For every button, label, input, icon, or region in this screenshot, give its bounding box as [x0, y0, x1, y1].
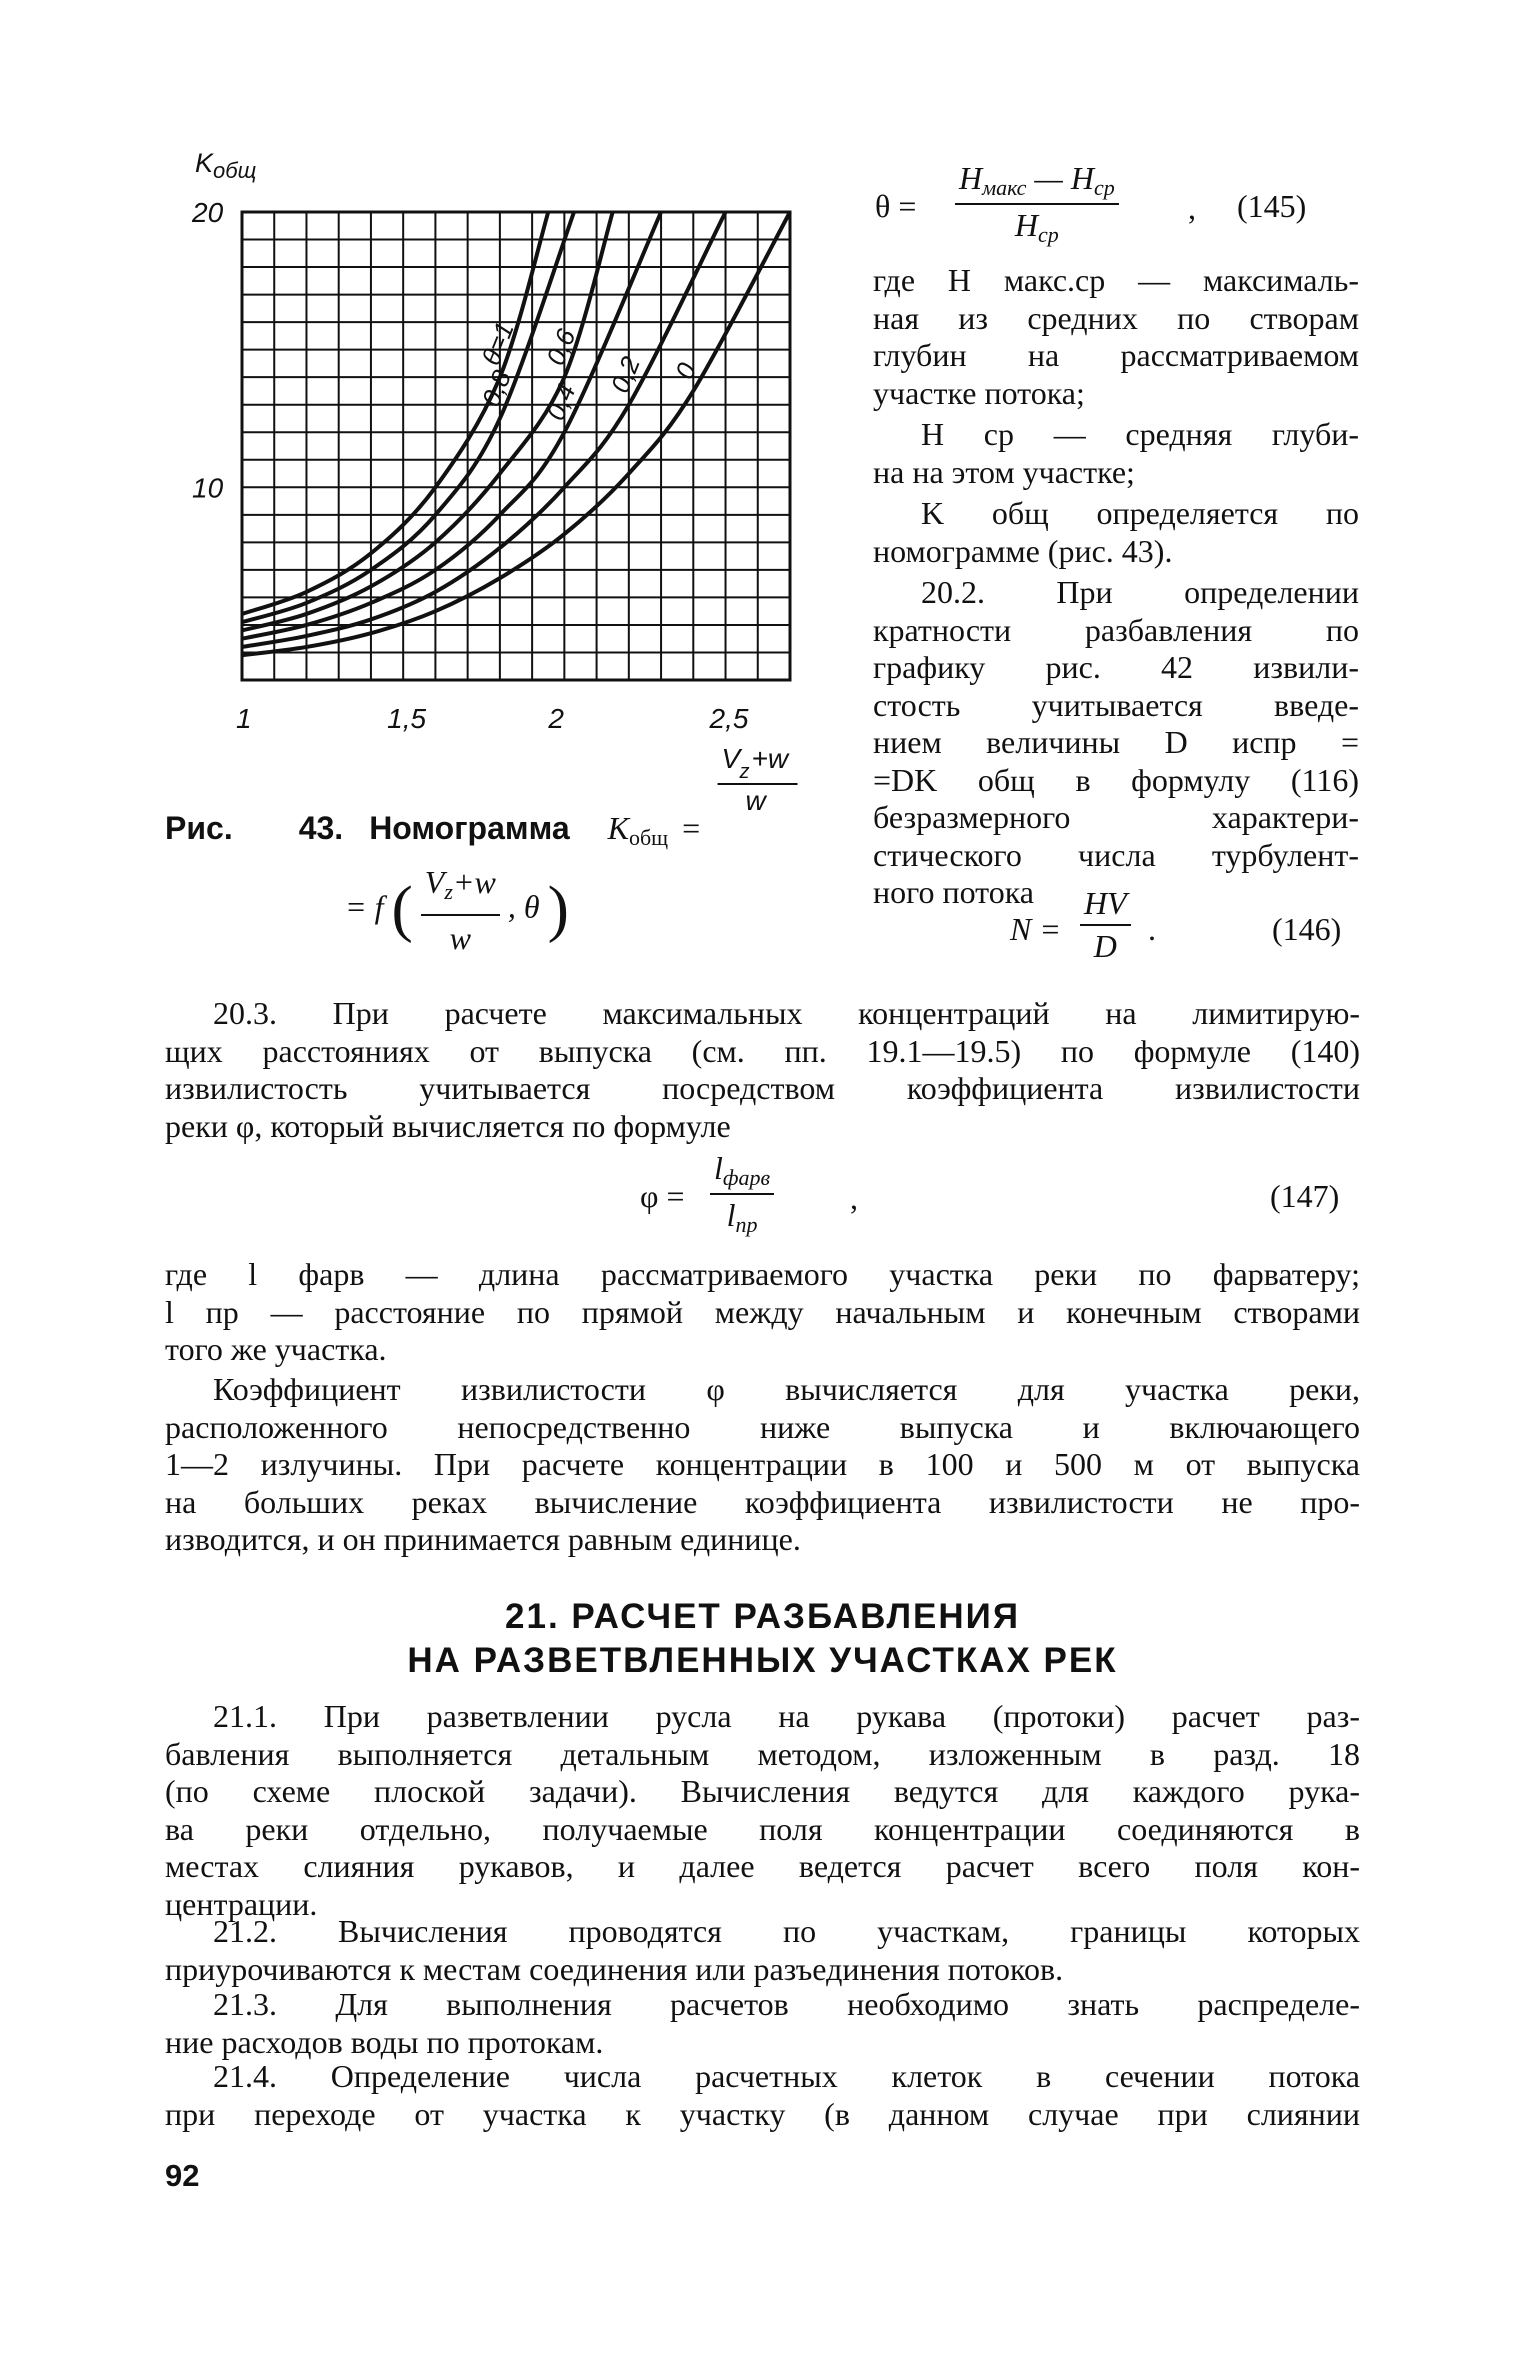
curve-label: 0,6 — [540, 324, 582, 370]
paragraph-21-1: 21.1. При разветвлении русла на рукава (протоки) расчет раз- бавления выполняется детальным методом, изложенным в разд. 18 (по схеме плоской задачи). Вычисления ведутся для каждого рука- ва реки отдельно, получаемые поля концентрации соединяются в местах слияния рукавов, и далее ведется расчет всего поля кон- центрации. — [165, 1698, 1360, 1922]
equation-number: (146) — [1272, 911, 1342, 947]
x-tick-label: 1,5 — [387, 703, 427, 734]
caption-prefix: Рис. — [165, 810, 233, 846]
equation-147: φ = $l_{фарв}$ $l_{пр}$ , (147) — [640, 1150, 1340, 1237]
equation-number: (147) — [1270, 1178, 1340, 1214]
curve-label: θ=1 — [475, 317, 520, 370]
series-line-5 — [242, 212, 790, 655]
paragraph-21-3: 21.3. Для выполнения расчетов необходимо знать распределе- ние расходов воды по протокам. — [165, 1986, 1360, 2060]
curve-label: 0,8 — [475, 365, 517, 411]
paragraph-21-2: 21.2. Вычисления проводятся по участкам, границы которых приурочиваются к местам соединения или разъединения потоков. — [165, 1913, 1360, 1987]
caption-number: 43. — [298, 810, 344, 846]
nomogram-figure — [150, 150, 810, 810]
curve-label: 0,2 — [604, 352, 646, 397]
caption-title: Номограмма — [369, 810, 570, 846]
caption-formula: = f ( $\frac{V_z+w}{w}$ , θ ) — [345, 864, 569, 956]
series-line-4 — [242, 212, 726, 647]
x-tick-label: 1 — [236, 703, 252, 734]
figure-caption: Рис. 43. Номограмма $K_{общ}$ = = f ( $\frac{V_z+w}{w}$ , θ ) — [165, 808, 815, 958]
x-axis-label-numerator-rest: +w — [751, 743, 789, 774]
plot-frame — [242, 212, 790, 680]
x-axis-label-numerator: V — [721, 743, 741, 774]
x-axis-label-denominator: w — [745, 785, 766, 810]
caption-symbol: K — [607, 810, 629, 846]
series-line-2 — [242, 212, 613, 630]
curve-label: 0,4 — [540, 379, 582, 425]
equation-146: N = $\frac{HV}{D}$ . (146) — [1010, 885, 1342, 964]
series-line-3 — [242, 212, 661, 639]
equation-number: (145) — [1237, 188, 1307, 224]
nomogram-chart — [150, 150, 810, 810]
x-axis-label-sub: z — [739, 761, 750, 783]
paragraph-coefficient: Коэффициент извилистости φ вычисляется для участка реки, расположенного непосредственно ниже выпуска и включающего 1—2 излучины. При расчете концентрации в 100 и 500 м от выпуска на больших реках вычисление коэффициента извилистости не про- изводится, и он принимается равным единице. — [165, 1371, 1360, 1557]
paragraph-20-3: 20.3. При расчете максимальных концентраций на лимитирую- щих расстояниях от выпуска (см. пп. 19.1—19.5) по формуле (140) извилистость учитывается посредством коэффициента извилистости реки φ, который вычисляется по формуле — [165, 995, 1360, 1144]
y-tick-label: 20 — [192, 197, 224, 228]
y-tick-label: 10 — [192, 472, 224, 504]
y-axis-label: $K_{общ}$ — [195, 148, 257, 183]
paragraph-where-147: где l фарв — длина рассматриваемого участка реки по фарватеру; l пр — расстояние по прямой между начальным и конечным створами того же участка. — [165, 1256, 1360, 1367]
right-column-text: где H макс.ср — максималь- ная из средних по створам глубин на рассматриваемом участке потока; H ср — средняя глуби- на на этом участке; K общ определяется по номограмме (рис. 43). 20.2. При определении кратности разбавления по графику рис. 42 извили- стость учитывается введе- нием величины D испр = =DK общ в формулу (116) безразмерного характери- стического числа турбулент- ного потока — [873, 262, 1359, 910]
curve-label: 0 — [669, 358, 703, 384]
paragraph-21-4: 21.4. Определение числа расчетных клеток в сечении потока при переходе от участка к участку (в данном случае при слиянии — [165, 2058, 1360, 2132]
page-number: 92 — [165, 2158, 200, 2193]
x-tick-label: 2,5 — [709, 703, 749, 734]
x-tick-label: 2 — [548, 703, 564, 734]
section-heading: 21. РАСЧЕТ РАЗБАВЛЕНИЯ НА РАЗВЕТВЛЕННЫХ УЧАСТКАХ РЕК — [407, 1597, 1118, 1680]
equation-145: θ = $H_{макс}$ — $H_{ср}$ $H_{ср}$ , (145) — [875, 160, 1307, 247]
